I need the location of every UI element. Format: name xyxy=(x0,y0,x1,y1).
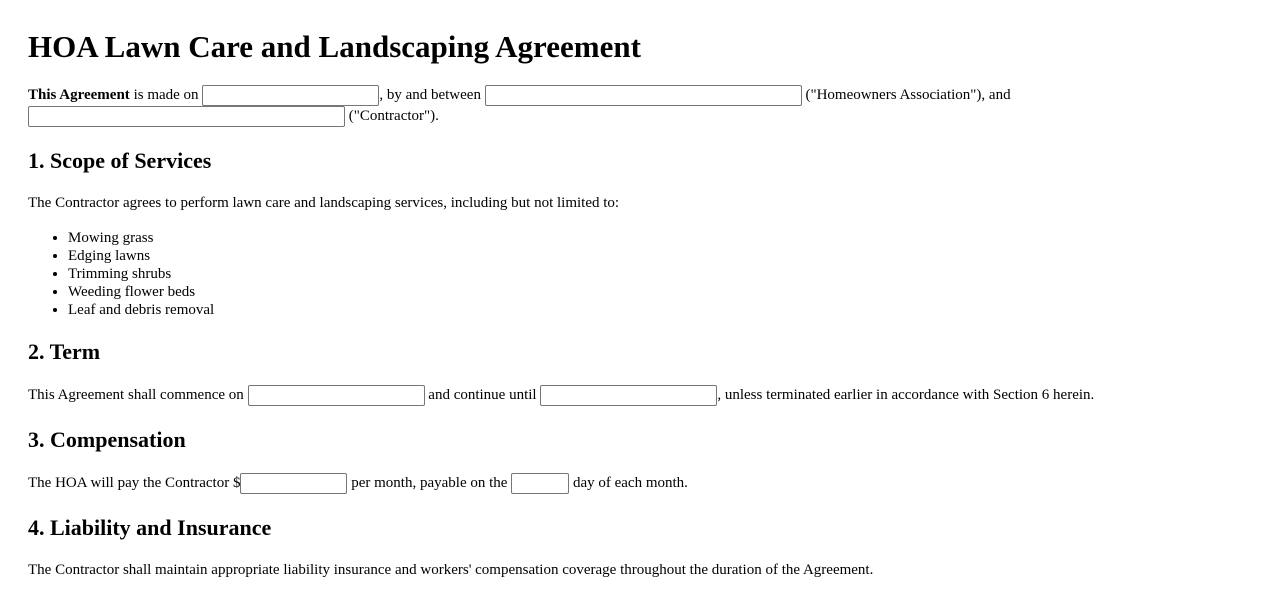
term-text-1: This Agreement shall commence on xyxy=(28,387,248,403)
scope-paragraph: The Contractor agrees to perform lawn care and landscaping services, including but not limited to: xyxy=(28,195,620,211)
start-date-field[interactable] xyxy=(248,385,425,406)
hoa-name-field[interactable] xyxy=(485,85,802,106)
agreement-date-field[interactable] xyxy=(202,85,379,106)
monthly-amount-field[interactable] xyxy=(240,473,347,494)
list-item: • Mowing grass xyxy=(68,229,214,247)
compensation-text-2: per month, payable on the xyxy=(347,475,512,491)
liability-paragraph: The Contractor shall maintain appropriate liability insurance and workers' compensation coverage throughout the duration of the Agreement. xyxy=(28,562,874,578)
section-heading-term: 2. Term xyxy=(28,339,101,364)
term-text-3: , unless terminated earlier in accordance with Section 6 herein. xyxy=(717,387,1095,403)
section-heading-liability: 4. Liability and Insurance xyxy=(28,515,272,540)
term-paragraph xyxy=(28,385,1094,406)
section-heading-compensation: 3. Compensation xyxy=(28,427,186,452)
term-text-2: and continue until xyxy=(424,387,541,403)
intro-strong: This Agreement xyxy=(28,87,130,103)
compensation-text-3: day of each month. xyxy=(569,475,688,491)
section-heading-scope: 1. Scope of Services xyxy=(28,148,212,173)
intro-text-2: , by and between xyxy=(379,87,485,103)
intro-text-4: ("Contractor"). xyxy=(345,108,439,125)
compensation-text-1: The HOA will pay the Contractor $ xyxy=(28,475,241,491)
list-item: • Trimming shrubs xyxy=(68,265,214,283)
end-date-field[interactable] xyxy=(540,385,717,406)
intro-text-1: is made on xyxy=(129,87,203,103)
list-item: • Edging lawns xyxy=(68,247,214,265)
payment-day-field[interactable] xyxy=(511,473,569,494)
services-list xyxy=(28,229,214,319)
intro-text-3: ("Homeowners Association"), and xyxy=(801,87,1011,103)
list-item: • Leaf and debris removal xyxy=(68,301,214,319)
list-item: • Weeding flower beds xyxy=(68,283,214,301)
compensation-paragraph xyxy=(28,473,688,494)
page-title: HOA Lawn Care and Landscaping Agreement xyxy=(28,29,641,64)
intro-paragraph xyxy=(28,85,1011,127)
contractor-name-field[interactable] xyxy=(28,106,345,127)
